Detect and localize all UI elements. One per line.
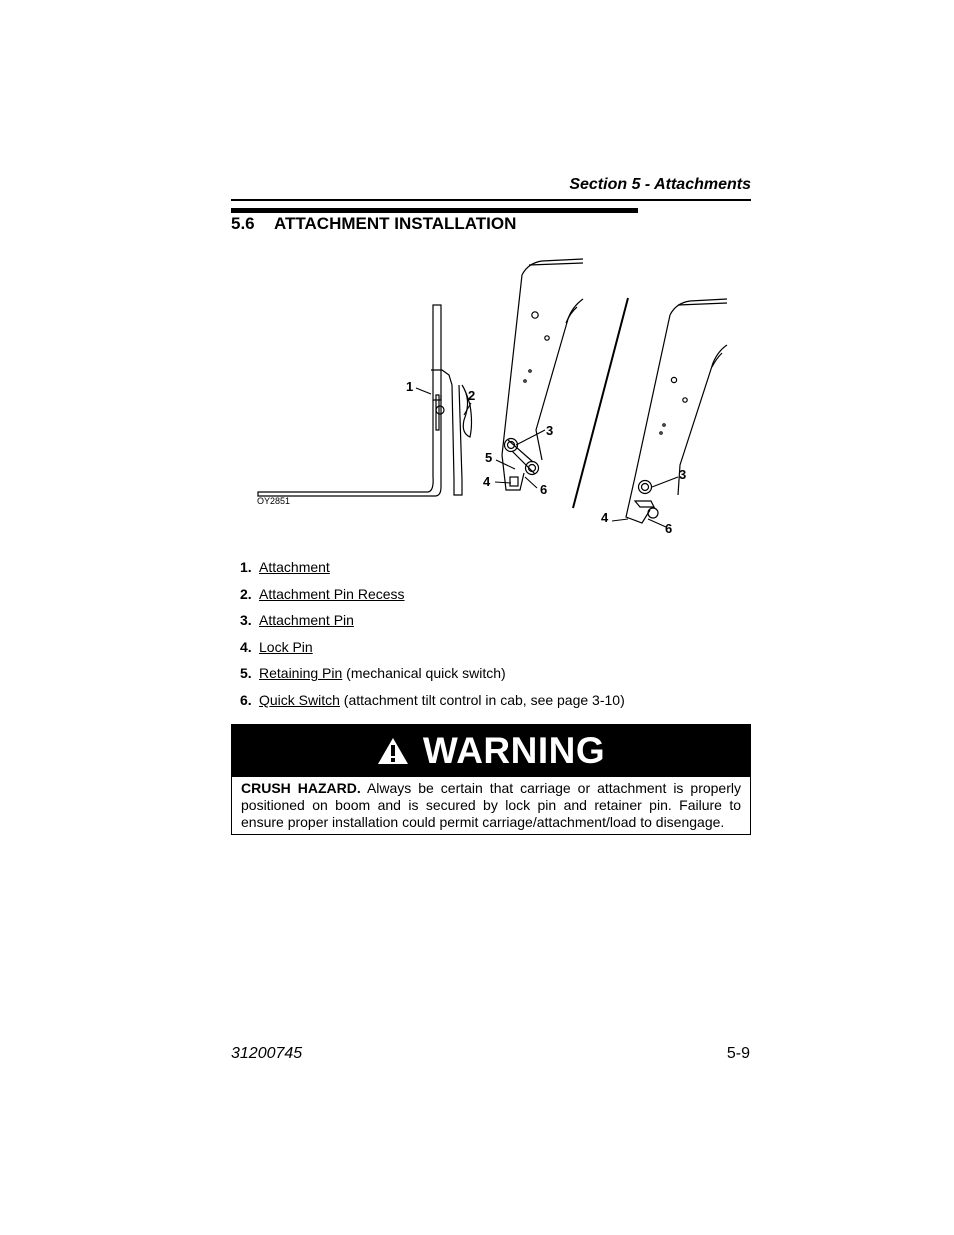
legend-term: Attachment: [259, 559, 330, 575]
callout-4-right: 4: [601, 510, 609, 525]
callout-3-left: 3: [546, 423, 554, 438]
warning-lead: CRUSH HAZARD.: [241, 780, 361, 796]
warning-triangle-icon: [377, 737, 409, 765]
callout-5: 5: [485, 450, 493, 465]
legend-number: 2.: [240, 585, 252, 602]
header-rule: [231, 199, 751, 201]
warning-message: Always be certain that carriage or attachment is properly positioned on boom and is secured by lock pin and retainer pin. Failure to ensure proper installation could permit carriage/attachment/load to disengage.: [241, 780, 741, 830]
legend-term: Retaining Pin: [259, 665, 343, 682]
legend-number: 1.: [240, 559, 252, 575]
section-number: 5.6: [231, 214, 255, 233]
attachment-installation-figure: [250, 255, 730, 536]
legend-item: [240, 664, 625, 691]
callout-1: 1: [406, 379, 414, 394]
legend-note: (attachment tilt control in cab, see page 3-10): [339, 691, 625, 708]
legend-item: [240, 585, 625, 612]
page-number: 5-9: [726, 1045, 750, 1062]
legend-item: [240, 611, 625, 638]
callout-3-right: 3: [679, 467, 687, 482]
fork-attachment-drawing: [258, 305, 472, 496]
callout-6-left: 6: [540, 482, 548, 497]
callout-4-left: 4: [483, 474, 491, 489]
legend-item: [240, 691, 625, 718]
document-number: 31200745: [231, 1045, 303, 1062]
callout-6-right: 6: [665, 521, 673, 536]
warning-header: [232, 725, 750, 777]
legend-term: Lock Pin: [259, 638, 313, 655]
legend-item: [240, 638, 625, 665]
legend-term: Quick Switch: [259, 691, 340, 708]
figure-legend: [240, 558, 625, 718]
warning-text: [232, 777, 750, 831]
legend-number: 6.: [240, 691, 252, 708]
figure-code: OY2851: [257, 496, 291, 506]
section-title: [231, 214, 516, 234]
figure-separator: [573, 298, 628, 508]
section-header: Section 5 - Attachments: [569, 176, 751, 193]
legend-number: 3.: [240, 612, 252, 629]
warning-title: WARNING: [422, 730, 606, 771]
section-rule: [231, 208, 638, 213]
legend-number: 5.: [240, 665, 252, 682]
boom-right-drawing: [626, 299, 727, 523]
warning-box: [231, 724, 751, 835]
legend-item: [240, 558, 625, 585]
callout-2: 2: [468, 388, 476, 403]
legend-term: Attachment Pin: [259, 612, 354, 629]
legend-note: (mechanical quick switch): [342, 665, 506, 682]
section-title-text: ATTACHMENT INSTALLATION: [274, 214, 517, 233]
boom-left-drawing: [502, 259, 583, 490]
legend-term: Attachment Pin Recess: [259, 585, 405, 602]
legend-number: 4.: [240, 638, 252, 655]
